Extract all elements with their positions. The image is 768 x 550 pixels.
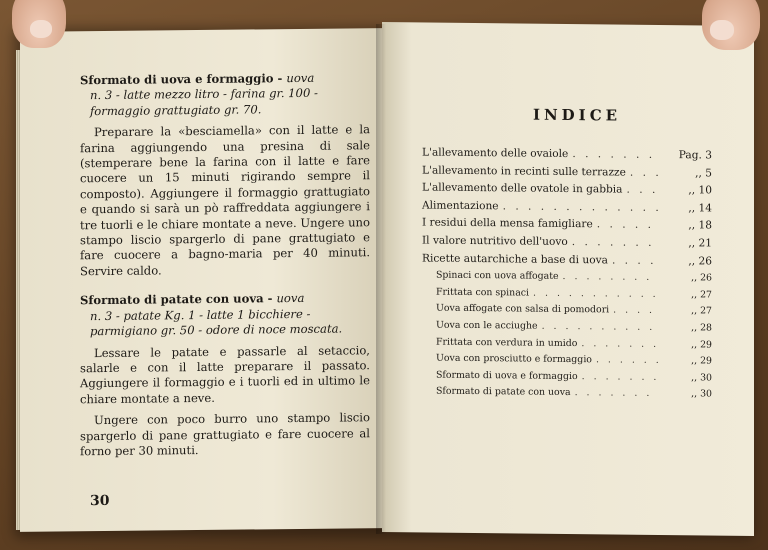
recipe-title-text: Sformato di patate con uova - xyxy=(80,291,277,308)
recipe-sformato-patate xyxy=(80,291,370,460)
toc-leader-dots xyxy=(581,338,658,350)
toc-leader-dots xyxy=(572,148,658,161)
toc-leader-dots xyxy=(503,200,658,214)
toc-entry-page: ,, 27 xyxy=(691,289,712,301)
toc-entry-label: Alimentazione xyxy=(422,199,499,213)
recipe-sformato-uova xyxy=(80,70,370,279)
recipe-ingredients: n. 3 - latte mezzo litro - farina gr. 100 - formaggio grattugiato gr. 70. xyxy=(90,86,318,118)
toc-leader-dots xyxy=(612,254,658,266)
toc-leader-dots xyxy=(542,321,658,333)
toc-leader-dots xyxy=(563,271,658,283)
toc-leader-dots xyxy=(572,236,658,249)
toc-entry-label: Sformato di patate con uova xyxy=(436,385,571,399)
index-content xyxy=(422,104,712,405)
toc-entry-label: L'allevamento in recinti sulle terrazze xyxy=(422,164,626,179)
thumbnail xyxy=(710,20,734,40)
toc-entry-label: Uova con prosciutto e formaggio xyxy=(436,352,592,366)
toc-entry-label: Frittata con verdura in umido xyxy=(436,336,578,349)
left-page xyxy=(20,28,382,532)
index-title: INDICE xyxy=(532,105,622,125)
toc-leader-dots xyxy=(582,371,658,383)
page-number: 30 xyxy=(90,492,110,510)
toc-entry-label: L'allevamento delle ovatole in gabbia xyxy=(422,181,623,196)
toc-entry-page: Pag. 3 xyxy=(678,149,712,162)
toc-entry-page: ,, 28 xyxy=(691,322,712,334)
table-of-contents xyxy=(422,146,712,405)
toc-entry-page: ,, 30 xyxy=(691,388,712,400)
toc-entry-page: ,, 18 xyxy=(688,219,712,232)
recipe-instructions: Ungere con poco burro uno stampo liscio spargerlo di pane grattugiato e fare cuocere al forno per 30 minuti. xyxy=(80,410,370,459)
toc-entry-label: Ricette autarchiche a base di uova xyxy=(422,252,608,266)
toc-leader-dots xyxy=(597,219,658,232)
toc-entry-label: Uova con le acciughe xyxy=(436,319,538,332)
left-thumb xyxy=(12,0,66,48)
thumbnail xyxy=(30,20,52,38)
toc-entry-page: ,, 26 xyxy=(688,254,712,268)
toc-entry-page: ,, 5 xyxy=(695,166,712,180)
toc-entry-label: I residui della mensa famigliare xyxy=(422,216,593,231)
toc-entry-page: ,, 26 xyxy=(691,272,712,284)
toc-leader-dots xyxy=(596,354,658,366)
recipe-title-text: Sformato di uova e formaggio - xyxy=(80,71,287,88)
recipe-instructions: Lessare le patate e passarle al setaccio, salarle e con il latte preparare il passato. Aggiungere il formaggio e i tuorli ed in ultimo le chiare montate a neve. xyxy=(80,342,370,406)
toc-entry-page: ,, 14 xyxy=(688,202,712,215)
toc-entry-label: Sformato di uova e formaggio xyxy=(436,369,578,382)
toc-entry-page: ,, 27 xyxy=(691,305,712,317)
right-thumb xyxy=(702,0,760,50)
toc-entry-label: Spinaci con uova affogate xyxy=(436,269,559,283)
toc-entry xyxy=(422,386,712,406)
toc-leader-dots xyxy=(533,287,658,299)
toc-entry-label: Frittata con spinaci xyxy=(436,286,530,299)
right-page xyxy=(382,22,754,536)
toc-entry-page: ,, 21 xyxy=(688,237,712,250)
book-gutter xyxy=(376,24,386,534)
left-page-text xyxy=(80,70,370,459)
recipe-title-note: uova xyxy=(286,70,315,86)
toc-entry-page: ,, 29 xyxy=(691,355,712,367)
toc-leader-dots xyxy=(575,387,658,399)
toc-entry-page: ,, 10 xyxy=(688,184,712,197)
recipe-ingredients: n. 3 - patate Kg. 1 - latte 1 bicchiere - parmigiano gr. 50 - odore di noce moscata. xyxy=(90,306,343,339)
toc-leader-dots xyxy=(630,166,658,178)
recipe-instructions: Preparare la «besciamella» con il latte e la farina aggiungendo una presina di sale (stemperare bene la farina con il latte e fare cuocere un 15 minuti rigirando sempre il composto). Aggiungere il formaggio grattugiato e quando si sarà un pò raffreddata aggiungere i tre tuorli e le chiare montate a neve. Ungere uno stampo liscio spargerlo di pane grattugiato e fare cuocere a bagno-maria per 40 minuti. Servire caldo. xyxy=(80,122,370,279)
toc-entry-page: ,, 30 xyxy=(691,372,712,384)
toc-leader-dots xyxy=(613,305,658,316)
toc-entry-label: Uova affogate con salsa di pomodori xyxy=(436,302,610,316)
toc-entry-page: ,, 29 xyxy=(691,338,712,351)
toc-entry-label: Il valore nutritivo dell'uovo xyxy=(422,234,568,248)
toc-entry-label: L'allevamento delle ovaiole xyxy=(422,146,569,161)
toc-leader-dots xyxy=(627,184,659,196)
recipe-title-note: uova xyxy=(276,291,305,306)
